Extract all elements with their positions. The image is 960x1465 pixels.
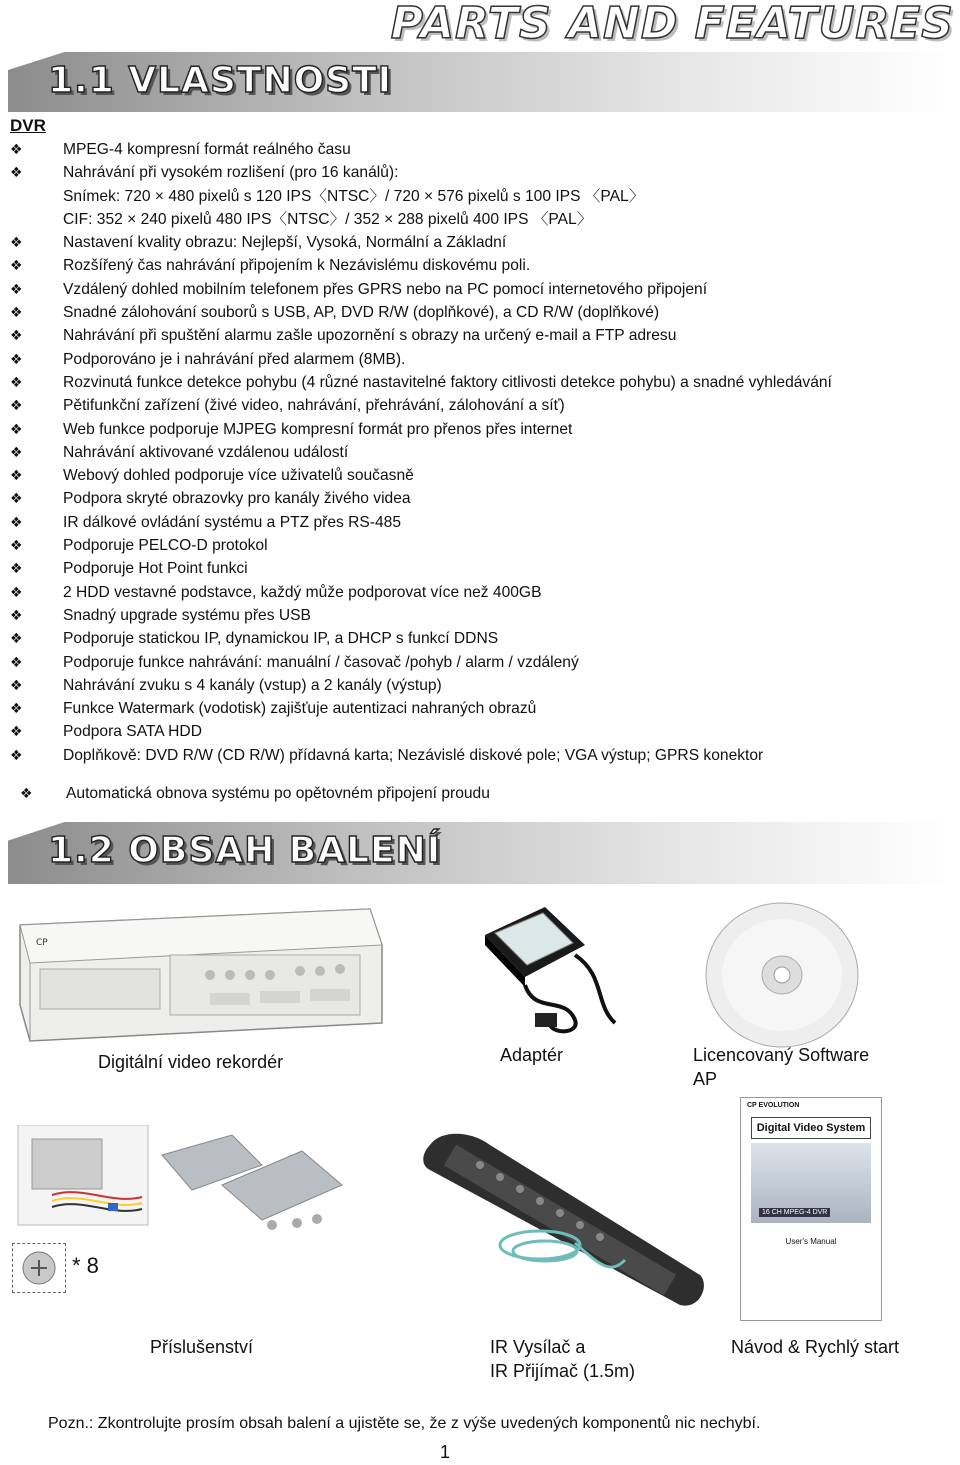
feature-item — [0, 720, 960, 743]
diamond-bullet-icon: ❖ — [10, 467, 23, 484]
feature-text: Rozvinutá funkce detekce pohybu (4 různé nastavitelné faktory citlivosti detekce pohybu) a snadné vyhledávání — [63, 373, 832, 391]
feature-text: CIF: 352 × 240 pixelů 480 IPS〈NTSC〉/ 352 × 288 pixelů 400 IPS 〈PAL〉 — [63, 210, 593, 228]
feature-text: Nahrávání aktivované vzdálenou událostí — [63, 443, 349, 461]
feature-item — [0, 487, 960, 510]
feature-item — [0, 231, 960, 254]
caption-ir-line2: IR Přijímač (1.5m) — [490, 1361, 636, 1381]
diamond-bullet-icon: ❖ — [10, 490, 23, 507]
feature-text: Rozšířený čas nahrávání připojením k Nezávislému diskovému poli. — [63, 257, 531, 275]
feature-item — [0, 744, 960, 767]
feature-text: Podporuje Hot Point funkci — [63, 560, 248, 578]
diamond-bullet-icon: ❖ — [10, 304, 23, 321]
manual-cover-image — [740, 1097, 882, 1321]
feature-text: Podporuje funkce nahrávání: manuální / časovač /pohyb / alarm / vzdálený — [63, 653, 579, 671]
feature-text: Podpora SATA HDD — [63, 723, 202, 741]
diamond-bullet-icon: ❖ — [10, 397, 23, 414]
feature-text: Snadný upgrade systému přes USB — [63, 606, 311, 624]
screw-icon — [13, 1244, 65, 1292]
feature-item — [0, 161, 960, 231]
caption-ir-line1: IR Vysílač a — [490, 1337, 586, 1357]
feature-text: Nahrávání při spuštění alarmu zašle upozornění s obrazy na určený e-mail a FTP adresu — [63, 327, 677, 345]
feature-item — [0, 511, 960, 534]
feature-text: Webový dohled podporuje více uživatelů současně — [63, 467, 414, 485]
section-1-title: 1.1 VLASTNOSTI — [48, 60, 393, 101]
feature-text: IR dálkové ovládání systému a PTZ přes RS-485 — [63, 513, 402, 531]
manual-title: Digital Video System — [751, 1117, 871, 1139]
diamond-bullet-icon: ❖ — [10, 746, 23, 763]
diamond-bullet-icon: ❖ — [10, 630, 23, 647]
caption-adapter: Adaptér — [500, 1045, 564, 1065]
feature-text: Podporuje PELCO-D protokol — [63, 537, 268, 555]
feature-text: Snímek: 720 × 480 pixelů s 120 IPS〈NTSC〉/ 720 × 576 pixelů s 100 IPS 〈PAL〉 — [63, 187, 645, 205]
diamond-bullet-icon: ❖ — [10, 583, 23, 600]
feature-item — [0, 441, 960, 464]
diamond-bullet-icon: ❖ — [10, 257, 23, 274]
caption-accessories: Příslušenství — [150, 1337, 254, 1357]
feature-item — [0, 324, 960, 347]
feature-text: Podporováno je i nahrávání před alarmem (8MB). — [63, 350, 406, 368]
feature-item — [0, 674, 960, 697]
diamond-bullet-icon: ❖ — [10, 280, 23, 297]
manual-users-manual: User's Manual — [785, 1237, 837, 1246]
feature-text: Vzdálený dohled mobilním telefonem přes GPRS nebo na PC pomocí internetového připojení — [63, 280, 708, 298]
diamond-bullet-icon: ❖ — [10, 327, 23, 344]
software-cd-image — [702, 900, 862, 1050]
feature-text: Podporuje statickou IP, dynamickou IP, a DHCP s funkcí DDNS — [63, 630, 499, 648]
diamond-bullet-icon: ❖ — [10, 560, 23, 577]
caption-manual: Návod & Rychlý start — [731, 1337, 900, 1357]
diamond-bullet-icon: ❖ — [10, 513, 23, 530]
manual-photo — [751, 1143, 871, 1223]
diamond-bullet-icon: ❖ — [10, 700, 23, 717]
feature-text: Automatická obnova systému po opětovném připojení proudu — [66, 785, 490, 803]
power-adapter-image — [455, 905, 625, 1040]
feature-item — [0, 534, 960, 557]
feature-item — [0, 394, 960, 417]
dvr-label: DVR — [10, 116, 46, 135]
diamond-bullet-icon: ❖ — [10, 164, 23, 181]
feature-item — [0, 697, 960, 720]
manual-brand: CP EVOLUTION — [747, 1102, 800, 1109]
feature-item — [0, 581, 960, 604]
feature-item — [0, 371, 960, 394]
feature-text: MPEG-4 kompresní formát reálného času — [63, 141, 351, 158]
feature-item — [0, 604, 960, 627]
feature-text: Snadné zálohování souborů s USB, AP, DVD R/W (doplňkové), a CD R/W (doplňkové) — [63, 304, 660, 322]
feature-item — [0, 557, 960, 580]
feature-item — [0, 651, 960, 674]
diamond-bullet-icon: ❖ — [20, 785, 33, 802]
feature-item — [0, 138, 960, 161]
feature-item — [0, 278, 960, 301]
diamond-bullet-icon: ❖ — [10, 420, 23, 437]
accessories-image — [12, 1125, 357, 1240]
screw-count: * 8 — [72, 1253, 99, 1278]
section-2-title: 1.2 OBSAH BALENÍ — [48, 830, 442, 871]
diamond-bullet-icon: ❖ — [10, 653, 23, 670]
ir-remote-image — [410, 1125, 710, 1325]
feature-text: Web funkce podporuje MJPEG kompresní formát pro přenos přes internet — [63, 420, 573, 438]
page-header-title: PARTS AND FEATURES — [390, 0, 954, 49]
screw-box — [12, 1243, 66, 1293]
feature-text: Funkce Watermark (vodotisk) zajišťuje autentizaci nahraných obrazů — [63, 700, 537, 718]
feature-text: Nahrávání zvuku s 4 kanály (vstup) a 2 kanály (výstup) — [63, 676, 442, 694]
diamond-bullet-icon: ❖ — [10, 443, 23, 460]
diamond-bullet-icon: ❖ — [10, 234, 23, 251]
svg-text:CP: CP — [36, 938, 48, 948]
feature-text: Pětifunkční zařízení (živé video, nahrávání, přehrávání, zálohování a síť) — [63, 397, 565, 415]
feature-item — [0, 464, 960, 487]
diamond-bullet-icon: ❖ — [10, 373, 23, 390]
manual-subtitle: 16 CH MPEG-4 DVR — [759, 1208, 830, 1217]
diamond-bullet-icon: ❖ — [10, 537, 23, 554]
feature-item — [0, 418, 960, 441]
caption-dvr: Digitální video rekordér — [98, 1052, 284, 1072]
feature-text: Nastavení kvality obrazu: Nejlepší, Vysoká, Normální a Základní — [63, 234, 507, 252]
diamond-bullet-icon: ❖ — [10, 141, 23, 157]
feature-item — [0, 348, 960, 371]
feature-text: Podpora skryté obrazovky pro kanály živého videa — [63, 490, 411, 508]
feature-item — [0, 627, 960, 650]
diamond-bullet-icon: ❖ — [10, 676, 23, 693]
feature-list — [0, 138, 960, 805]
feature-item — [0, 301, 960, 324]
caption-software-line1: Licencovaný Software — [693, 1045, 870, 1065]
feature-item — [0, 254, 960, 277]
feature-text: Doplňkově: DVD R/W (CD R/W) přídavná karta; Nezávislé diskové pole; VGA výstup; GPRS konektor — [63, 746, 764, 764]
feature-item-extra — [0, 782, 960, 805]
dvr-recorder-image — [10, 905, 390, 1045]
page-number: 1 — [440, 1442, 451, 1462]
feature-text: Nahrávání při vysokém rozlišení (pro 16 kanálů): — [63, 164, 399, 182]
diamond-bullet-icon: ❖ — [10, 350, 23, 367]
diamond-bullet-icon: ❖ — [10, 723, 23, 740]
feature-text: 2 HDD vestavné podstavce, každý může podporovat více než 400GB — [63, 583, 542, 601]
diamond-bullet-icon: ❖ — [10, 606, 23, 623]
caption-software-line2: AP — [693, 1069, 718, 1089]
footer-note: Pozn.: Zkontrolujte prosím obsah balení a ujistěte se, že z výše uvedených komponentů nic nechybí. — [48, 1415, 761, 1432]
